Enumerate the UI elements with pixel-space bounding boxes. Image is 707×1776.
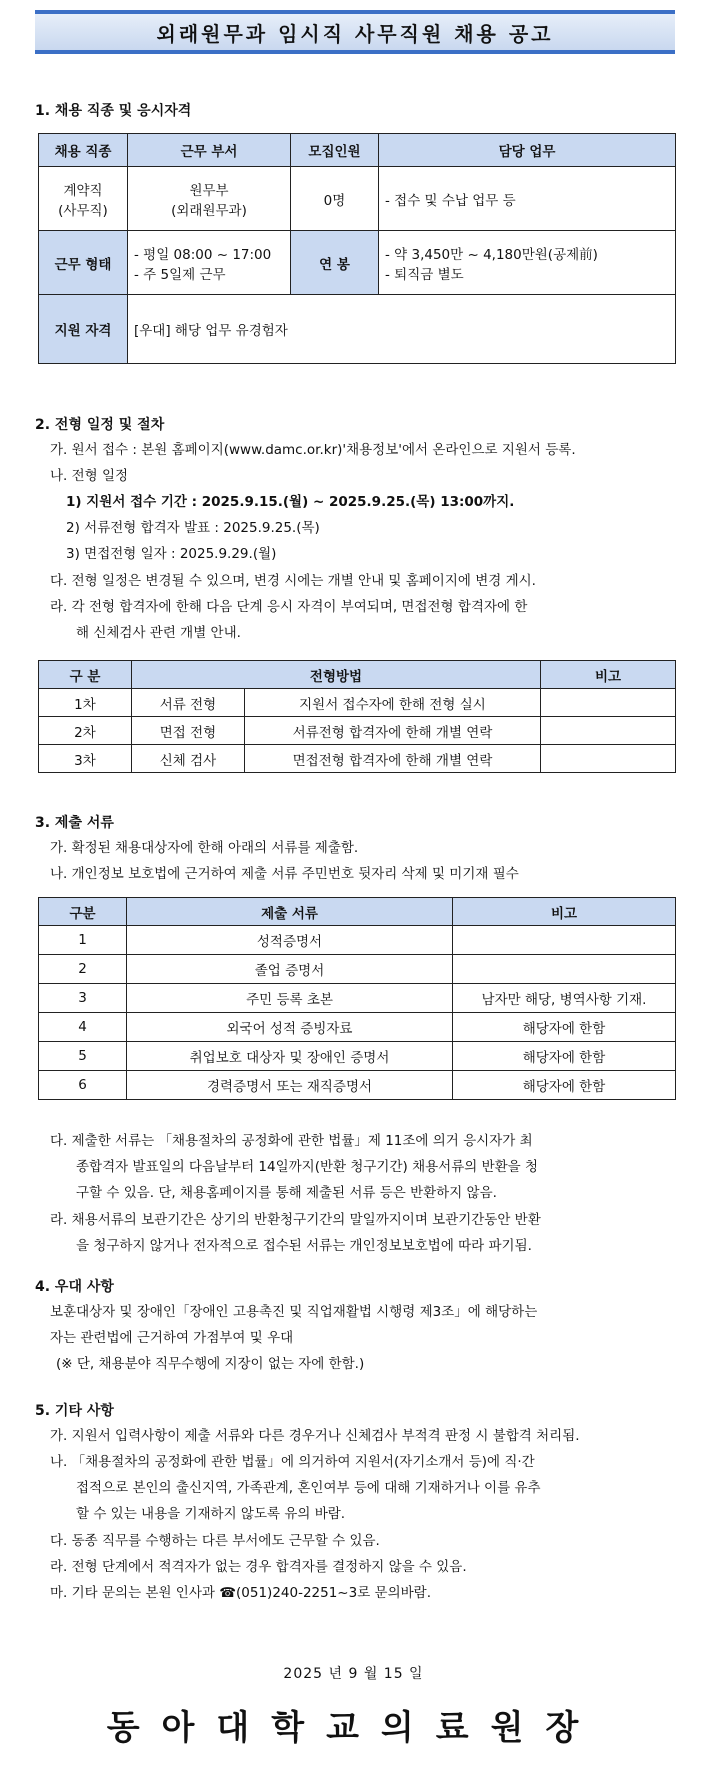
job-type-line-1: 계약직 xyxy=(63,182,103,199)
doc-name: 외국어 성적 증빙자료 xyxy=(127,1013,453,1042)
s4-line-1: 보훈대상자 및 장애인「장애인 고용촉진 및 직업재활법 시행령 제3조」에 해당하는 xyxy=(50,1304,538,1320)
col-header-duty: 담당 업무 xyxy=(379,134,676,167)
table-row xyxy=(39,984,676,1013)
doc-no: 5 xyxy=(39,1042,127,1071)
doc-name: 졸업 증명서 xyxy=(127,955,453,984)
title-banner xyxy=(35,10,675,54)
s2-line-schedule-1: 1) 지원서 접수 기간 : 2025.9.15.(월) ~ 2025.9.25.(목) 13:00까지. xyxy=(66,494,515,510)
s5-line-na-cont-2: 할 수 있는 내용을 기재하지 않도록 유의 바람. xyxy=(76,1506,346,1522)
col-header-dept: 근무 부서 xyxy=(128,134,291,167)
sel-note xyxy=(541,717,676,745)
doc-note: 남자만 해당, 병역사항 기재. xyxy=(453,984,676,1013)
doc-name: 주민 등록 초본 xyxy=(127,984,453,1013)
work-cell xyxy=(128,231,291,295)
s5-line-na: 나. 「채용절차의 공정화에 관한 법률」에 의거하여 지원서(자기소개서 등)에 직·간 xyxy=(50,1454,535,1470)
s5-line-ma: 마. 기타 문의는 본원 인사과 ☎(051)240-2251~3로 문의바람. xyxy=(50,1585,431,1601)
section-1-heading: 1. 채용 직종 및 응시자격 xyxy=(35,103,192,119)
work-line-1: - 평일 08:00 ~ 17:00 xyxy=(134,246,272,263)
salary-label-cell: 연 봉 xyxy=(291,231,379,295)
doc-header-no: 구분 xyxy=(39,898,127,926)
s3-line-da-cont-2: 구할 수 있음. 단, 채용홈페이지를 통해 제출된 서류 등은 반환하지 않음. xyxy=(76,1185,497,1201)
page-title: 외래원무과 임시직 사무직원 채용 공고 xyxy=(156,21,554,46)
salary-line-1: - 약 3,450만 ~ 4,180만원(공제前) xyxy=(385,246,598,263)
section-5-heading: 5. 기타 사항 xyxy=(35,1403,114,1419)
dept-line-2: (외래원무과) xyxy=(171,202,247,219)
table-row xyxy=(39,1042,676,1071)
qual-label-cell: 지원 자격 xyxy=(39,295,128,364)
dept-cell xyxy=(128,167,291,231)
duty-cell: - 접수 및 수납 업무 등 xyxy=(379,167,676,231)
sel-name: 신체 검사 xyxy=(132,745,245,773)
table-row xyxy=(39,689,676,717)
sel-header-note: 비고 xyxy=(541,661,676,689)
s2-line-ra-cont: 해 신체검사 관련 개별 안내. xyxy=(76,625,241,641)
table-row xyxy=(39,1071,676,1100)
s5-line-da: 다. 동종 직무를 수행하는 다른 부서에도 근무할 수 있음. xyxy=(50,1533,380,1549)
sel-name: 서류 전형 xyxy=(132,689,245,717)
sel-step: 1차 xyxy=(39,689,132,717)
s2-line-schedule-3: 3) 면접전형 일자 : 2025.9.29.(월) xyxy=(66,546,277,562)
sel-desc: 서류전형 합격자에 한해 개별 연락 xyxy=(245,717,541,745)
section-3-heading: 3. 제출 서류 xyxy=(35,815,114,831)
sel-step: 2차 xyxy=(39,717,132,745)
s2-line-schedule-2: 2) 서류전형 합격자 발표 : 2025.9.25.(목) xyxy=(66,520,320,536)
col-header-count: 모집인원 xyxy=(291,134,379,167)
s3-line-ga: 가. 확정된 채용대상자에 한해 아래의 서류를 제출함. xyxy=(50,840,359,856)
sel-step: 3차 xyxy=(39,745,132,773)
s4-line-3: (※ 단, 채용분야 직무수행에 지장이 없는 자에 한함.) xyxy=(56,1356,365,1372)
count-cell: 0명 xyxy=(291,167,379,231)
s3-line-da-cont-1: 종합격자 발표일의 다음날부터 14일까지(반환 청구기간) 채용서류의 반환을 청 xyxy=(76,1159,539,1175)
organization-name: 동아대학교의료원장 xyxy=(106,1708,601,1748)
qual-cell: [우대] 해당 업무 유경험자 xyxy=(128,295,676,364)
selection-table xyxy=(38,660,676,773)
doc-no: 3 xyxy=(39,984,127,1013)
doc-note xyxy=(453,926,676,955)
recruit-table xyxy=(38,133,676,364)
col-header-job: 채용 직종 xyxy=(39,134,128,167)
doc-note: 해당자에 한함 xyxy=(453,1013,676,1042)
work-line-2: - 주 5일제 근무 xyxy=(134,266,226,283)
job-type-cell xyxy=(39,167,128,231)
table-row xyxy=(39,717,676,745)
doc-note xyxy=(453,955,676,984)
doc-no: 4 xyxy=(39,1013,127,1042)
section-2-heading: 2. 전형 일정 및 절차 xyxy=(35,417,165,433)
dept-line-1: 원무부 xyxy=(189,182,229,199)
sel-note xyxy=(541,745,676,773)
table-row xyxy=(39,1013,676,1042)
doc-note: 해당자에 한함 xyxy=(453,1042,676,1071)
table-row xyxy=(39,745,676,773)
work-label-cell: 근무 형태 xyxy=(39,231,128,295)
s2-line-da: 다. 전형 일정은 변경될 수 있으며, 변경 시에는 개별 안내 및 홈페이지에 변경 게시. xyxy=(50,573,536,589)
doc-name: 성적증명서 xyxy=(127,926,453,955)
s3-line-na: 나. 개인정보 보호법에 근거하여 제출 서류 주민번호 뒷자리 삭제 및 미기재 필수 xyxy=(50,866,519,882)
salary-cell xyxy=(379,231,676,295)
sel-name: 면접 전형 xyxy=(132,717,245,745)
table-row xyxy=(39,955,676,984)
s2-line-na: 나. 전형 일정 xyxy=(50,468,129,484)
s3-line-ra: 라. 채용서류의 보관기간은 상기의 반환청구기간의 말일까지이며 보관기간동안 반환 xyxy=(50,1212,541,1228)
sel-desc: 면접전형 합격자에 한해 개별 연락 xyxy=(245,745,541,773)
s4-line-2: 자는 관련법에 근거하여 가점부여 및 우대 xyxy=(50,1330,294,1346)
doc-header-doc: 제출 서류 xyxy=(127,898,453,926)
s2-line-ra: 라. 각 전형 합격자에 한해 다음 단계 응시 자격이 부여되며, 면접전형 합격자에 한 xyxy=(50,599,528,615)
sel-header-step: 구 분 xyxy=(39,661,132,689)
s2-line-ga: 가. 원서 접수 : 본원 홈페이지(www.damc.or.kr)'채용정보'에서 온라인으로 지원서 등록. xyxy=(50,442,576,458)
table-row xyxy=(39,926,676,955)
salary-line-2: - 퇴직금 별도 xyxy=(385,266,464,283)
doc-name: 취업보호 대상자 및 장애인 증명서 xyxy=(127,1042,453,1071)
s5-line-na-cont-1: 접적으로 본인의 출신지역, 가족관계, 혼인여부 등에 대해 기재하거나 이를 유추 xyxy=(76,1480,541,1496)
doc-header-note: 비고 xyxy=(453,898,676,926)
s5-line-ra: 라. 전형 단계에서 적격자가 없는 경우 합격자를 결정하지 않을 수 있음. xyxy=(50,1559,467,1575)
section-4-heading: 4. 우대 사항 xyxy=(35,1279,114,1295)
sel-header-method: 전형방법 xyxy=(132,661,541,689)
s3-line-da: 다. 제출한 서류는 「채용절차의 공정화에 관한 법률」제 11조에 의거 응시자가 최 xyxy=(50,1133,533,1149)
s3-line-ra-cont: 을 청구하지 않거나 전자적으로 접수된 서류는 개인정보보호법에 따라 파기됨. xyxy=(76,1238,532,1254)
sel-note xyxy=(541,689,676,717)
doc-no: 1 xyxy=(39,926,127,955)
job-type-line-2: (사무직) xyxy=(58,202,108,219)
documents-table xyxy=(38,897,676,1100)
doc-note: 해당자에 한함 xyxy=(453,1071,676,1100)
sel-desc: 지원서 접수자에 한해 전형 실시 xyxy=(245,689,541,717)
doc-name: 경력증명서 또는 재직증명서 xyxy=(127,1071,453,1100)
doc-no: 2 xyxy=(39,955,127,984)
doc-no: 6 xyxy=(39,1071,127,1100)
announcement-date: 2025 년 9 월 15 일 xyxy=(283,1666,424,1682)
s5-line-ga: 가. 지원서 입력사항이 제출 서류와 다른 경우거나 신체검사 부적격 판정 시 불합격 처리됨. xyxy=(50,1428,580,1444)
